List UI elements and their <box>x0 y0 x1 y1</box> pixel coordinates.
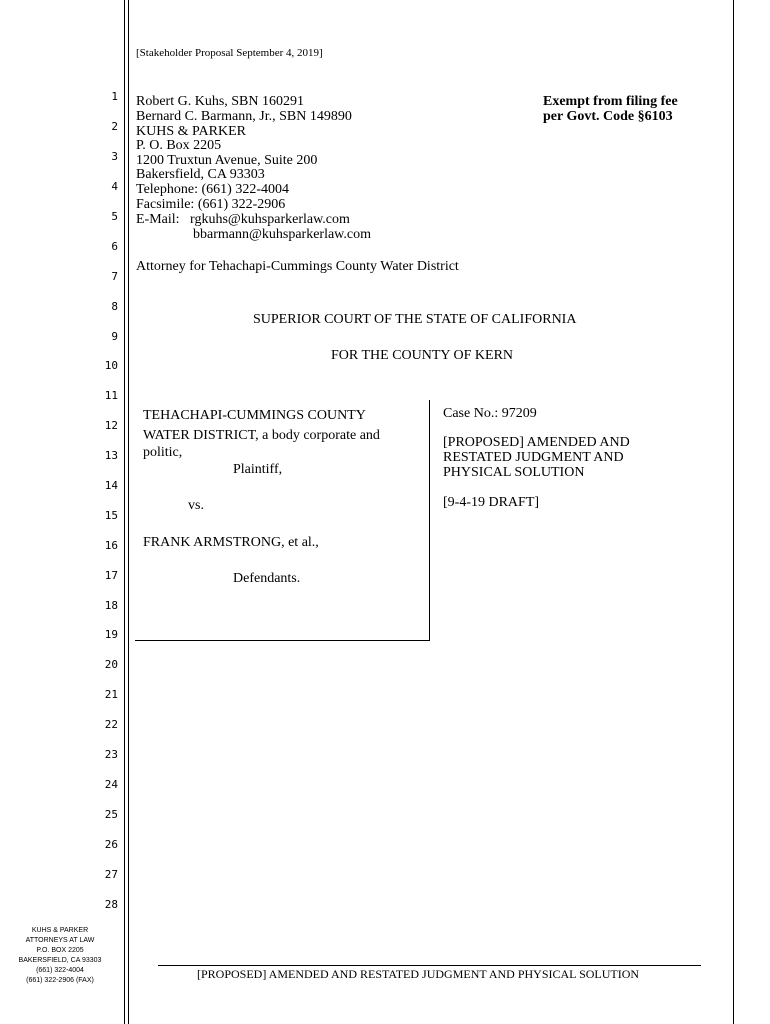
attorney-line: Bakersfield, CA 93303 <box>136 167 265 182</box>
footer-rule <box>158 965 701 966</box>
line-number: 23 <box>104 748 118 761</box>
attorney-line: KUHS & PARKER <box>136 124 246 139</box>
case-number: Case No.: 97209 <box>443 406 537 421</box>
court-name: SUPERIOR COURT OF THE STATE OF CALIFORNIA <box>253 312 577 327</box>
firm-footer-line: P.O. BOX 2205 <box>36 947 84 954</box>
document-title-line: PHYSICAL SOLUTION <box>443 465 585 480</box>
court-county: FOR THE COUNTY OF KERN <box>331 348 514 363</box>
proposal-stamp: [Stakeholder Proposal September 4, 2019] <box>136 47 323 59</box>
line-number: 4 <box>111 180 118 193</box>
plaintiff-name-line: politic, <box>143 445 183 460</box>
attorney-for: Attorney for Tehachapi-Cummings County Water District <box>136 259 459 274</box>
attorney-email-line: bbarmann@kuhsparkerlaw.com <box>193 227 371 242</box>
line-number: 6 <box>111 240 118 253</box>
line-number: 9 <box>111 330 118 343</box>
line-number: 21 <box>104 688 118 701</box>
attorney-line: Bernard C. Barmann, Jr., SBN 149890 <box>136 109 352 124</box>
versus: vs. <box>188 498 204 513</box>
line-number: 7 <box>111 270 118 283</box>
line-number: 15 <box>104 509 118 522</box>
firm-footer-line: ATTORNEYS AT LAW <box>25 937 95 944</box>
attorney-email-line: E-Mail: rgkuhs@kuhsparkerlaw.com <box>136 212 350 227</box>
defendant-name: FRANK ARMSTRONG, et al., <box>143 535 319 550</box>
line-number: 19 <box>104 628 118 641</box>
margin-rule-right <box>733 0 734 1024</box>
firm-footer-line: KUHS & PARKER <box>31 927 89 934</box>
plaintiff-name-line: WATER DISTRICT, a body corporate and <box>143 428 380 443</box>
line-number: 12 <box>104 419 118 432</box>
attorney-line: Robert G. Kuhs, SBN 160291 <box>136 94 305 109</box>
attorney-line: Facsimile: (661) 322-2906 <box>136 197 286 212</box>
firm-footer-line: (661) 322-2906 (FAX) <box>26 977 94 984</box>
line-number: 14 <box>104 479 118 492</box>
line-number: 18 <box>104 599 118 612</box>
line-number: 17 <box>104 569 118 582</box>
line-number: 16 <box>104 539 118 552</box>
plaintiff-label: Plaintiff, <box>233 462 283 477</box>
line-number: 13 <box>104 449 118 462</box>
document-title-line: [PROPOSED] AMENDED AND <box>443 435 630 450</box>
line-number: 8 <box>111 300 118 313</box>
margin-rule-left-1 <box>124 0 125 1024</box>
line-number: 11 <box>104 389 118 402</box>
line-number: 3 <box>111 150 118 163</box>
firm-footer-line: BAKERSFIELD, CA 93303 <box>18 957 102 964</box>
draft-label: [9-4-19 DRAFT] <box>443 495 540 510</box>
line-number: 27 <box>104 868 118 881</box>
attorney-line: P. O. Box 2205 <box>136 138 222 153</box>
attorney-line: 1200 Truxtun Avenue, Suite 200 <box>136 153 318 168</box>
line-number: 22 <box>104 718 118 731</box>
attorney-line: Telephone: (661) 322-4004 <box>136 182 289 197</box>
line-number: 10 <box>104 359 118 372</box>
line-number: 25 <box>104 808 118 821</box>
line-number: 5 <box>111 210 118 223</box>
line-number: 28 <box>104 898 118 911</box>
firm-footer-line: (661) 322-4004 <box>36 967 84 974</box>
defendant-label: Defendants. <box>233 571 301 586</box>
document-title-line: RESTATED JUDGMENT AND <box>443 450 624 465</box>
margin-rule-left-2 <box>128 0 129 1024</box>
line-number: 24 <box>104 778 118 791</box>
firm-footer <box>10 926 110 986</box>
line-number: 2 <box>111 120 118 133</box>
plaintiff-name-line: TEHACHAPI-CUMMINGS COUNTY <box>143 408 366 423</box>
exempt-notice-line: per Govt. Code §6103 <box>543 109 673 124</box>
line-number: 20 <box>104 658 118 671</box>
line-number: 26 <box>104 838 118 851</box>
footer-title: [PROPOSED] AMENDED AND RESTATED JUDGMENT AND PHYSICAL SOLUTION <box>197 967 640 981</box>
exempt-notice-line: Exempt from filing fee <box>543 94 678 109</box>
line-number: 1 <box>111 90 118 103</box>
